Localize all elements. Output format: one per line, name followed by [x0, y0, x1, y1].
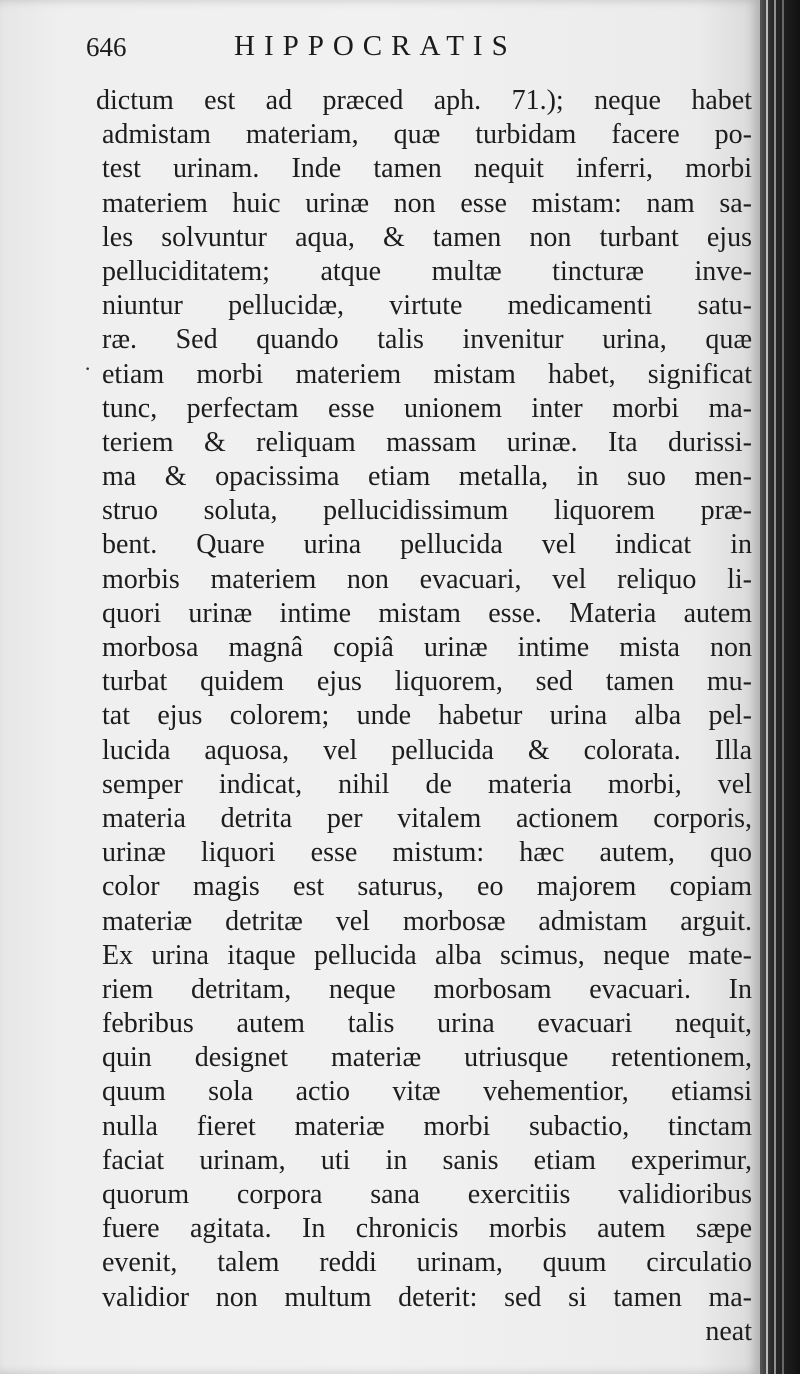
text-line: faciat urinam, uti in sanis etiam experimur,	[102, 1144, 752, 1176]
text-line: ma & opacissima etiam metalla, in suo men-	[102, 461, 752, 493]
text-line: quori urinæ intime mistam esse. Materia autem	[102, 597, 752, 629]
text-line: morbis materiem non evacuari, vel reliquo li-	[102, 563, 752, 595]
text-line: lucida aquosa, vel pellucida & colorata. Illa	[102, 734, 752, 766]
text-line: color magis est saturus, eo majorem copiam	[102, 871, 752, 903]
text-line: semper indicat, nihil de materia morbi, vel	[102, 768, 752, 800]
text-line: tunc, perfectam esse unionem inter morbi ma-	[102, 392, 752, 424]
text-line: turbat quidem ejus liquorem, sed tamen mu-	[102, 666, 752, 698]
text-line: quum sola actio vitæ vehementior, etiamsi	[102, 1076, 752, 1108]
text-line: admistam materiam, quæ turbidam facere po-	[102, 119, 752, 151]
running-head: HIPPOCRATIS	[234, 30, 517, 62]
edge-line	[774, 0, 776, 1374]
text-line: teriem & reliquam massam urinæ. Ita durissi-	[102, 426, 752, 458]
text-line: urinæ liquori esse mistum: hæc autem, quo	[102, 837, 752, 869]
text-line: etiam morbi materiem mistam habet, significat	[102, 358, 752, 390]
text-line: tat ejus colorem; unde habetur urina alba pel-	[102, 700, 752, 732]
text-line: ræ. Sed quando talis invenitur urina, quæ	[102, 324, 752, 356]
text-line: fuere agitata. In chronicis morbis autem sæpe	[102, 1213, 752, 1245]
text-line: les solvuntur aqua, & tamen non turbant ejus	[102, 221, 752, 253]
text-line: nulla fieret materiæ morbi subactio, tinctam	[102, 1110, 752, 1142]
text-line: pelluciditatem; atque multæ tincturæ inve-	[102, 255, 752, 287]
text-line: febribus autem talis urina evacuari nequit,	[102, 1008, 752, 1040]
page-number: 646	[86, 32, 127, 62]
text-line: materiem huic urinæ non esse mistam: nam sa-	[102, 187, 752, 219]
body-text	[96, 84, 752, 1349]
text-line: quin designet materiæ utriusque retentionem,	[102, 1042, 752, 1074]
text-line: evenit, talem reddi urinam, quum circulatio	[102, 1247, 752, 1279]
text-line: bent. Quare urina pellucida vel indicat in	[102, 529, 752, 561]
edge-line	[766, 0, 768, 1374]
text-line: struo soluta, pellucidissimum liquorem præ-	[102, 495, 752, 527]
text-line: dictum est ad præced aph. 71.); neque habet	[96, 85, 752, 116]
text-line: morbosa magnâ copiâ urinæ intime mista non	[102, 632, 752, 663]
text-line: materiæ detritæ vel morbosæ admistam arguit.	[102, 905, 752, 937]
margin-mark: ·	[84, 356, 92, 381]
text-line: test urinam. Inde tamen nequit inferri, morbi	[102, 153, 752, 185]
text-line: materia detrita per vitalem actionem corporis,	[102, 802, 752, 834]
catchword: neat	[705, 1315, 752, 1347]
text-line: quorum corpora sana exercitiis validioribus	[102, 1179, 752, 1210]
text-line: Ex urina itaque pellucida alba scimus, neque mate-	[102, 939, 752, 971]
page-header	[86, 30, 606, 70]
text-line: validior non multum deterit: sed si tamen ma-	[102, 1281, 752, 1313]
text-line: niuntur pellucidæ, virtute medicamenti satu-	[102, 290, 752, 322]
text-line: riem detritam, neque morbosam evacuari. In	[102, 973, 752, 1005]
page-edge	[760, 0, 800, 1374]
edge-line	[782, 0, 784, 1374]
